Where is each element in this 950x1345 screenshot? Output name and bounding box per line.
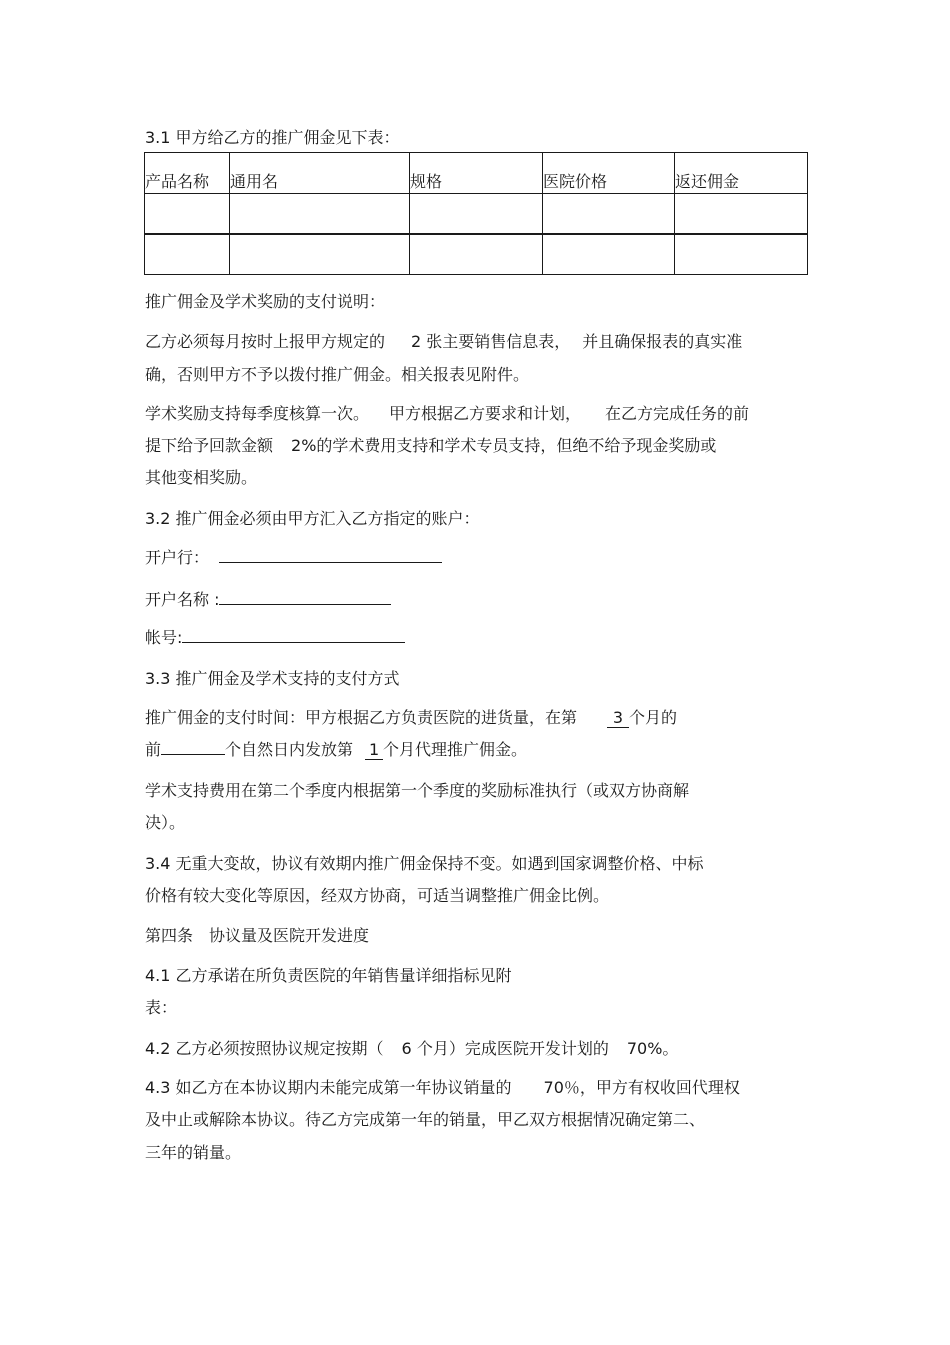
month-number: 1	[365, 741, 383, 760]
payment-note-p2-line2	[145, 436, 716, 456]
payment-time-line1	[145, 708, 677, 728]
account-name-row	[145, 590, 391, 610]
commission-table	[144, 152, 808, 275]
bank-row	[145, 548, 442, 568]
table-row	[145, 194, 808, 235]
section-4-3-line2: 及中止或解除本协议。待乙方完成第一年的销量，甲乙双方根据情况确定第二、	[145, 1110, 706, 1129]
section-4-2	[145, 1039, 678, 1059]
table-header-cell: 返还佣金	[675, 153, 808, 194]
section-4-1-line2: 表：	[145, 998, 178, 1017]
section-4-3-line3: 三年的销量。	[145, 1143, 242, 1162]
academic-support-line2: 决）。	[145, 813, 186, 832]
days-blank	[161, 740, 225, 755]
table-cell	[145, 194, 230, 235]
academic-support-line1: 学术支持费用在第二个季度内根据第一个季度的奖励标准执行（或双方协商解	[145, 781, 690, 800]
text-span: 70％，甲方有权收回代理权	[543, 1078, 740, 1097]
bank-label: 开户行：	[145, 548, 210, 567]
table-cell	[145, 234, 230, 275]
text-span: 学术奖励支持每季度核算一次。	[145, 404, 370, 423]
table-cell	[675, 234, 808, 275]
month-value: 3	[607, 709, 629, 728]
text-span: 个自然日内发放第	[225, 740, 354, 759]
table-header-cell: 产品名称	[145, 153, 230, 194]
section-3-4-line1: 3.4 无重大变故，协议有效期内推广佣金保持不变。如遇到国家调整价格、中标	[145, 854, 704, 873]
account-name-blank	[219, 590, 391, 605]
text-span: 6 个月）完成医院开发计划的	[401, 1039, 609, 1058]
section-4-3-line1	[145, 1078, 740, 1098]
article-4-heading: 第四条 协议量及医院开发进度	[145, 926, 370, 945]
table-header-cell: 通用名	[230, 153, 410, 194]
text-span: 个月的	[629, 708, 678, 727]
text-span: 2%的学术费用支持和学术专员支持，但绝不给予现金奖励或	[291, 436, 717, 455]
table-cell	[410, 234, 543, 275]
text-span: 提下给予回款金额	[145, 436, 274, 455]
text-span: 推广佣金的支付时间：甲方根据乙方负责医院的进货量，在第	[145, 708, 578, 727]
text-span: 乙方必须每月按时上报甲方规定的	[145, 332, 386, 351]
table-cell	[543, 194, 675, 235]
text-span: 4.3 如乙方在本协议期内未能完成第一年协议销量的	[145, 1078, 512, 1097]
account-number-row	[145, 628, 405, 648]
payment-note-p1-line2: 确，否则甲方不予以拨付推广佣金。相关报表见附件。	[145, 365, 530, 384]
text-span: 2 张主要销售信息表，	[411, 332, 571, 351]
table-cell	[410, 194, 543, 235]
text-span: 4.2 乙方必须按照协议规定按期（	[145, 1039, 384, 1058]
text-span: 甲方根据乙方要求和计划，	[389, 404, 582, 423]
text-span: 并且确保报表的真实准	[582, 332, 743, 351]
payment-note-p2-line3: 其他变相奖励。	[145, 468, 258, 487]
section-3-4-line2: 价格有较大变化等原因，经双方协商，可适当调整推广佣金比例。	[145, 886, 610, 905]
text-span: 70%。	[626, 1039, 679, 1058]
section-3-1-heading: 3.1 甲方给乙方的推广佣金见下表：	[145, 128, 400, 147]
table-header-cell: 规格	[410, 153, 543, 194]
text-span: 在乙方完成任务的前	[605, 404, 750, 423]
account-number-blank	[182, 628, 405, 643]
text-span: 个月代理推广佣金。	[383, 740, 528, 759]
section-3-2-heading: 3.2 推广佣金必须由甲方汇入乙方指定的账户：	[145, 509, 480, 528]
payment-note-title: 推广佣金及学术奖励的支付说明：	[145, 292, 386, 311]
account-number-label: 帐号:	[145, 628, 183, 647]
section-4-1-line1: 4.1 乙方承诺在所负责医院的年销售量详细指标见附	[145, 966, 512, 985]
table-row	[145, 234, 808, 275]
payment-note-p1-line1	[145, 332, 742, 352]
text-span: 前	[145, 740, 162, 759]
bank-blank	[219, 548, 442, 563]
table-header-row	[145, 153, 808, 194]
table-cell	[675, 194, 808, 235]
account-name-label: 开户名称 :	[145, 590, 220, 609]
payment-note-p2-line1	[145, 404, 749, 424]
table-cell	[230, 194, 410, 235]
payment-time-line2	[145, 740, 527, 760]
table-cell	[543, 234, 675, 275]
table-header-cell: 医院价格	[543, 153, 675, 194]
section-3-3-heading: 3.3 推广佣金及学术支持的支付方式	[145, 669, 400, 688]
table-cell	[230, 234, 410, 275]
